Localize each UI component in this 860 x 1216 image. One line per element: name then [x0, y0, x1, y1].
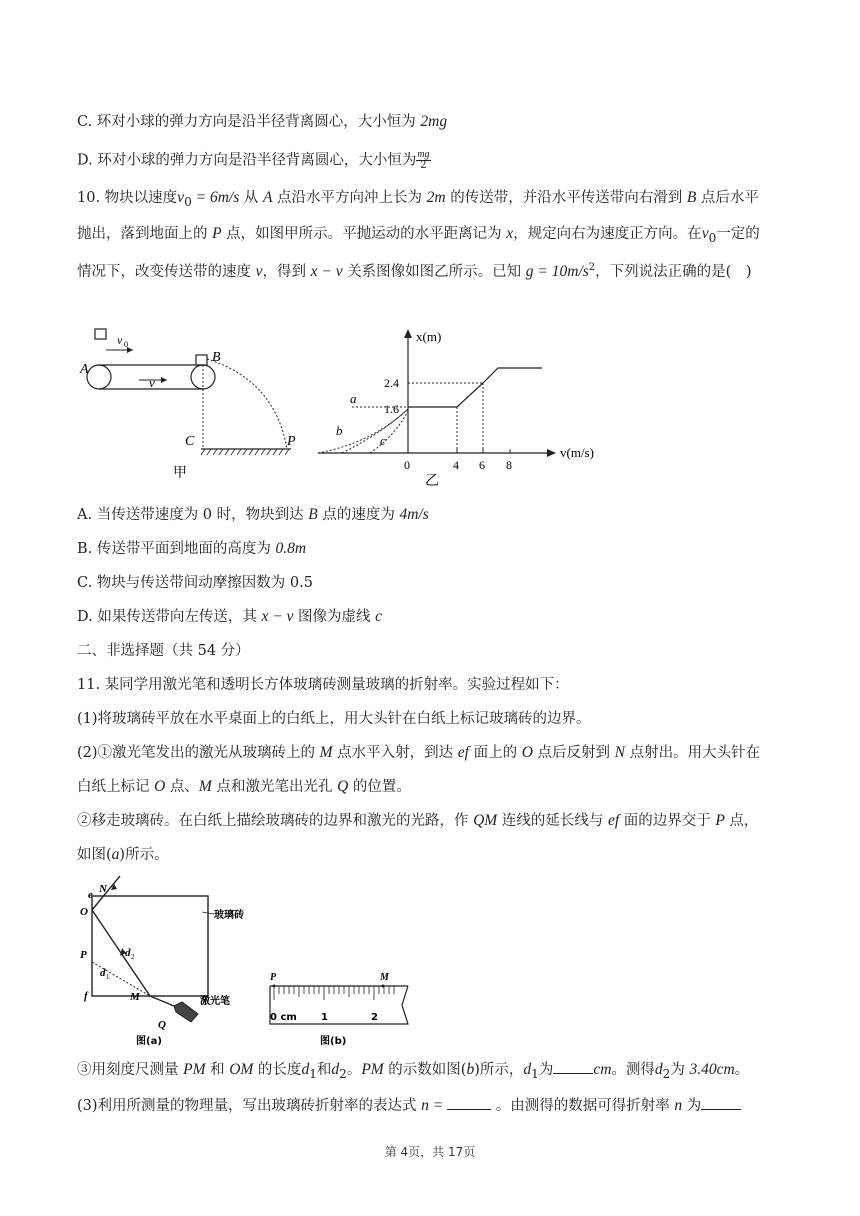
math-v: v [255, 262, 263, 280]
ruler-label: 2 [371, 1012, 378, 1023]
label-f: f [84, 990, 88, 1002]
math-d2: d [331, 1061, 340, 1078]
text: 面上的 [468, 745, 522, 761]
question-11-step2-line1 [77, 743, 760, 763]
block-a-icon [95, 329, 106, 339]
text: 关系图像如图乙所示。已知 [342, 263, 526, 280]
label-v0-sub: 0 [124, 340, 128, 349]
label-laser: 激光笔 [200, 996, 230, 1007]
text: 情况下，改变传送带的速度 [77, 263, 256, 280]
text: 为 [682, 1098, 702, 1114]
arrow-head-icon [547, 449, 556, 457]
text: ②移走玻璃砖。在白纸上描绘玻璃砖的边界和激光的光路，作 [77, 813, 474, 829]
text: 的长度 [253, 1062, 302, 1078]
fraction-denominator: 2 [420, 160, 427, 171]
curve-solid [408, 368, 542, 407]
label-d1-sub: 1 [106, 973, 110, 981]
text: ③用刻度尺测量 [77, 1062, 184, 1078]
label-d1: d [100, 967, 106, 979]
x-tick-label: 6 [479, 458, 485, 472]
math-P: P [212, 225, 222, 242]
text: 连线的延长线与 [497, 813, 608, 829]
text: 点射出。用大头针在 [624, 745, 761, 761]
answer-blank-expression[interactable] [447, 1095, 491, 1110]
math-cm: cm [593, 1061, 612, 1078]
label-C: C [185, 434, 195, 449]
question-10-line3 [77, 258, 752, 282]
math-OM: OM [229, 1061, 254, 1078]
text: A. 当传送带速度为 0 时，物块到达 [77, 507, 309, 523]
y-tick-label: 1.6 [384, 402, 399, 416]
text: 点，如图甲所示。平抛运动的水平距离记为 [221, 226, 507, 242]
label-d2: d [125, 947, 131, 959]
text: 为 [670, 1062, 690, 1078]
label-d2-sub: 2 [131, 953, 135, 961]
question-11-step2b-line2 [77, 845, 169, 865]
math-value: 3.40cm [689, 1061, 735, 1078]
math-n: n [421, 1097, 429, 1114]
arrow-head-icon [161, 377, 167, 383]
question-11-intro: 11. 某同学用激光笔和透明长方体玻璃砖测量玻璃的折射率。实验过程如下： [77, 677, 569, 693]
ground-hatching [201, 449, 289, 455]
text: 。 [346, 1062, 362, 1078]
text: 面的边界交于 [619, 813, 716, 829]
option-9c [77, 112, 447, 132]
text: 10. 物块以速度 [77, 190, 178, 206]
text: )所示， [474, 1062, 524, 1078]
text: )所示。 [119, 847, 169, 863]
figure-caption: 图(b) [320, 1036, 347, 1047]
figure-b [262, 966, 412, 1050]
ruler-label: 0 cm [270, 1012, 297, 1023]
ruler-ticks [274, 986, 394, 1000]
text: 的示数如图( [383, 1062, 467, 1078]
math-xv: x − v [310, 262, 343, 280]
math-M: M [198, 778, 212, 795]
label-e: e [88, 889, 93, 901]
label-P: P [287, 434, 296, 449]
answer-blank-n[interactable] [701, 1095, 741, 1110]
text: 的传送带，并沿水平传送带向右滑到 [445, 190, 687, 206]
label-glass: 玻璃砖 [214, 910, 244, 921]
question-10-line1 [77, 188, 759, 212]
text: 点后反射到 [532, 745, 615, 761]
text: 点的速度为 [317, 507, 400, 523]
text: 点， [724, 813, 759, 829]
trajectory [207, 359, 287, 449]
math-O: O [521, 744, 533, 761]
math-QM: QM [473, 812, 498, 829]
math-M: M [319, 744, 333, 761]
text: C. 物块与传送带间动摩擦因数为 0.5 [77, 575, 313, 591]
text: 从 [239, 190, 263, 206]
option-10b [77, 539, 306, 559]
math-ef: ef [607, 812, 620, 829]
laser-pointer-icon [174, 1002, 198, 1022]
glass-brick [92, 896, 208, 996]
text: 。由测得的数据可得折射率 [491, 1098, 675, 1114]
option-10c [77, 573, 313, 593]
text: 点沿水平方向冲上长为 [272, 190, 427, 206]
math-g: g = 10m/s [525, 262, 589, 280]
math-P: P [715, 812, 725, 829]
label-P: P [80, 949, 87, 961]
question-10-line2 [77, 224, 760, 248]
option-value: 2mg [420, 113, 448, 130]
subscript: 1 [309, 1066, 317, 1081]
math-B: B [686, 189, 697, 206]
subscript: 0 [708, 230, 717, 245]
question-11-step1: (1)将玻璃砖平放在水平桌面上的白纸上，用大头针在白纸上标记玻璃砖的边界。 [77, 711, 591, 727]
light-path-mq [150, 996, 174, 1006]
curve-c-label: c [380, 433, 386, 448]
figure-jia [75, 325, 300, 495]
guide-lines [318, 383, 483, 453]
text: ，规定向右为速度正方向。在 [513, 226, 702, 242]
subscript: 0 [184, 194, 192, 209]
math-B: B [308, 506, 318, 523]
text: 图像为虚线 [293, 609, 376, 625]
x-tick-label: 0 [404, 458, 410, 472]
text: 。测得 [611, 1062, 655, 1078]
block-b-icon [196, 355, 207, 365]
math-eq: = 6m/s [191, 189, 240, 206]
label-v0: v [117, 333, 123, 347]
math-b: b [466, 1061, 475, 1078]
math-PM: PM [183, 1061, 206, 1078]
figure-caption: 甲 [173, 465, 187, 481]
answer-blank-d1[interactable] [553, 1059, 593, 1074]
ruler-label: 1 [321, 1012, 328, 1023]
text: 点、 [165, 779, 199, 795]
fraction [416, 150, 430, 171]
text: 抛出，落到地面上的 [77, 226, 213, 242]
label-M: M [380, 972, 389, 983]
math-A: A [262, 189, 273, 206]
math-value: 4m/s [399, 506, 429, 523]
text: 为 [538, 1062, 554, 1078]
question-11-step4 [77, 1095, 741, 1116]
figure-caption: 图(a) [136, 1036, 162, 1047]
option-9d [77, 150, 431, 171]
text: 点水平入射，到达 [332, 745, 458, 761]
option-10d [77, 607, 382, 627]
label-Q: Q [158, 1019, 166, 1031]
x-tick-label: 8 [506, 458, 512, 472]
curve-a-label: a [350, 391, 357, 406]
question-11-step3 [77, 1059, 749, 1084]
math-value: 0.8m [275, 540, 307, 557]
text: 点和激光笔出光孔 [211, 779, 338, 795]
math-xv: x − v [261, 608, 294, 625]
label-O: O [80, 906, 88, 918]
text: D. 如果传送带向左传送，其 [77, 609, 262, 625]
text: 点后水平 [696, 190, 759, 206]
text: (3)利用所测量的物理量，写出玻璃砖折射率的表达式 [77, 1098, 422, 1114]
text: 和 [205, 1062, 230, 1078]
text: 如图( [77, 847, 112, 863]
label-A: A [80, 362, 89, 377]
pulley-left-icon [87, 365, 111, 389]
label-P: P [270, 972, 277, 983]
label-N: N [99, 883, 107, 895]
math-x: x [506, 225, 514, 242]
section-heading: 二、非选择题（共 54 分） [77, 643, 250, 659]
math-eq: = [428, 1097, 448, 1114]
figure-caption: 乙 [425, 473, 439, 489]
label-M: M [130, 991, 140, 1003]
subscript: 2 [662, 1066, 671, 1081]
curve-b-label: b [336, 423, 343, 438]
page-footer: 第 4页，共 17页 [384, 1145, 476, 1159]
option-text: C. 环对小球的弹力方向是沿半径背离圆心，大小恒为 [77, 114, 416, 130]
text: 的位置。 [348, 779, 411, 795]
text: ，下列说法正确的是( ) [595, 263, 752, 280]
math-v0: v [701, 225, 709, 242]
math-O: O [154, 778, 166, 795]
math-n: n [674, 1097, 683, 1114]
text: (2)①激光笔发出的激光从玻璃砖上的 [77, 745, 320, 761]
y-axis-label: x(m) [416, 329, 442, 344]
arrow-head-icon [404, 329, 412, 338]
subscript: 1 [531, 1066, 539, 1081]
y-tick-label: 2.4 [384, 376, 399, 390]
math-d2: d [654, 1061, 663, 1078]
text: 和 [316, 1062, 332, 1078]
math-a: a [111, 846, 120, 863]
question-11-step2-line2 [77, 777, 411, 797]
label-B: B [212, 350, 221, 365]
figure-yi [312, 325, 594, 495]
superscript: 2 [588, 262, 596, 273]
option-10a [77, 505, 429, 525]
math-N: N [614, 744, 625, 761]
question-11-step2b-line1 [77, 811, 758, 831]
math-d1: d [523, 1061, 532, 1078]
text: 一定的 [716, 226, 760, 242]
math-c: c [375, 608, 383, 625]
label-v: v [149, 375, 155, 390]
x-axis-label: v(m/s) [560, 445, 594, 460]
text: B. 传送带平面到地面的高度为 [77, 541, 276, 557]
math-d1: d [301, 1061, 310, 1078]
fraction-numerator: mg [417, 149, 430, 160]
math-PM: PM [361, 1061, 384, 1078]
math-v0: v [177, 189, 185, 206]
x-tick-label: 4 [453, 458, 459, 472]
figure-a [78, 872, 258, 1050]
math-ef: ef [457, 744, 469, 761]
option-text: D. 环对小球的弹力方向是沿半径背离圆心，大小恒为 [77, 152, 417, 169]
text: ，得到 [262, 263, 311, 280]
text: 白纸上标记 [77, 779, 155, 795]
math-Q: Q [337, 778, 349, 795]
text: 。 [734, 1062, 750, 1078]
math-2m: 2m [426, 189, 446, 206]
subscript: 2 [339, 1066, 347, 1081]
